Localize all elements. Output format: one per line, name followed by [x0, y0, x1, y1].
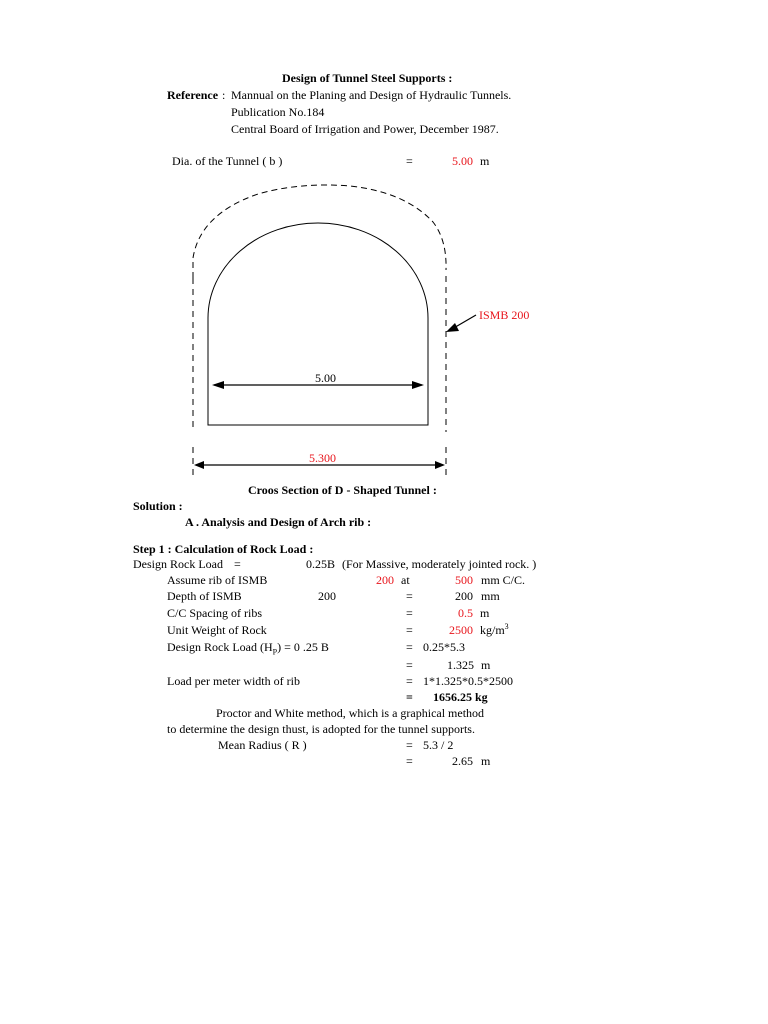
assume-rib-size: 200 — [376, 573, 394, 587]
load-expression: 1*1.325*0.5*2500 — [423, 674, 513, 688]
hp-label: Design Rock Load $(H_P) = 0$ .25 B — [167, 640, 329, 657]
assume-rib-unit: mm C/C. — [481, 573, 526, 587]
spacing-unit: m — [480, 606, 490, 620]
spacing-value: 0.5 — [458, 606, 473, 620]
design-rock-load-label: Design Rock Load — [133, 557, 223, 571]
assume-rib-at: at — [401, 573, 410, 587]
dia-unit: m — [480, 154, 490, 168]
unit-weight-value: 2500 — [449, 623, 473, 637]
reference-colon: : — [222, 88, 226, 102]
depth-unit: mm — [481, 589, 500, 603]
dia-equals: = — [406, 154, 413, 168]
load-label: Load per meter width of rib — [167, 674, 300, 688]
radius-expression: 5.3 / 2 — [423, 738, 454, 752]
outer-dim-arrow-right — [435, 461, 445, 469]
inner-width-label: 5.00 — [315, 371, 336, 385]
depth-equals: = — [406, 589, 413, 603]
hp-label-subscript: P — [272, 647, 278, 657]
radius-unit: m — [481, 754, 491, 768]
design-rock-load-note: (For Massive, moderately jointed rock. ) — [342, 557, 537, 571]
step1-heading: Step 1 : Calculation of Rock Load : — [133, 542, 314, 556]
spacing-label: C/C Spacing of ribs — [167, 606, 262, 620]
unit-weight-equals: = — [406, 623, 413, 637]
solution-subheading: A . Analysis and Design of Arch rib : — [185, 515, 372, 529]
hp-equals-2: = — [406, 658, 413, 672]
inner-dim-arrow-right — [412, 381, 424, 389]
depth-size: 200 — [318, 589, 336, 603]
spacing-equals: = — [406, 606, 413, 620]
solution-heading: Solution : — [133, 499, 183, 513]
ismb-leader-arrowhead — [446, 323, 459, 332]
reference-label: Reference — [167, 88, 219, 102]
depth-label: Depth of ISMB — [167, 589, 242, 603]
unit-weight-unit: $kg/m^3$ — [480, 622, 509, 637]
inner-d-shape — [208, 223, 428, 425]
assume-rib-label: Assume rib of ISMB — [167, 573, 268, 587]
load-value: 1656.25 kg — [433, 690, 488, 704]
hp-unit: m — [481, 658, 491, 672]
radius-equals-1: = — [406, 738, 413, 752]
document-title: Design of Tunnel Steel Supports : — [282, 71, 453, 85]
hp-equals-1: = — [406, 640, 413, 654]
assume-rib-spacing: 500 — [455, 573, 473, 587]
outer-width-label: 5.300 — [309, 451, 336, 465]
hp-value: 1.325 — [447, 658, 474, 672]
hp-expression: 0.25*5.3 — [423, 640, 465, 654]
unit-weight-unit-superscript: 3 — [504, 622, 509, 631]
section-label: ISMB 200 — [479, 308, 530, 322]
reference-line-3: Central Board of Irrigation and Power, December 1987. — [231, 122, 499, 136]
outer-dim-arrow-left — [194, 461, 204, 469]
tunnel-cross-section-diagram — [0, 0, 768, 500]
radius-equals-2: = — [406, 754, 413, 768]
load-equals-2: = — [406, 690, 413, 704]
reference-line-1: Mannual on the Planing and Design of Hydraulic Tunnels. — [231, 88, 512, 102]
inner-dim-arrow-left — [212, 381, 224, 389]
diagram-caption: Croos Section of D - Shaped Tunnel : — [248, 483, 437, 497]
depth-value: 200 — [455, 589, 473, 603]
reference-line-2: Publication No.184 — [231, 105, 325, 119]
unit-weight-label: Unit Weight of Rock — [167, 623, 267, 637]
radius-value: 2.65 — [452, 754, 473, 768]
load-equals-1: = — [406, 674, 413, 688]
radius-label: Mean Radius ( R ) — [218, 738, 307, 752]
design-rock-load-formula: 0.25B — [306, 557, 336, 571]
dia-value: 5.00 — [452, 154, 473, 168]
proctor-line-2: to determine the design thust, is adopted for the tunnel supports. — [167, 722, 475, 736]
design-rock-load-equals: = — [234, 557, 241, 571]
dia-label: Dia. of the Tunnel ( b ) — [172, 154, 283, 168]
proctor-line-1: Proctor and White method, which is a graphical method — [216, 706, 485, 720]
